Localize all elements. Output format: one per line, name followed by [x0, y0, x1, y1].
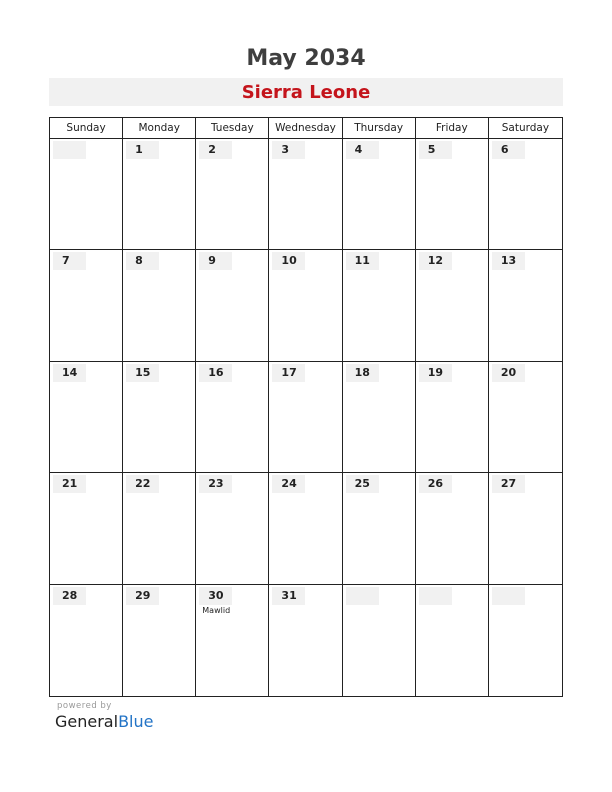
day-cell[interactable] — [123, 139, 196, 250]
day-number: 15 — [135, 365, 151, 379]
day-cell[interactable] — [489, 362, 562, 473]
day-cell[interactable] — [416, 250, 489, 361]
brand-general: General — [55, 712, 119, 731]
day-cell[interactable] — [269, 250, 342, 361]
weekday-header: Tuesday — [196, 118, 269, 139]
day-number: 23 — [208, 477, 224, 491]
weekday-header: Friday — [416, 118, 489, 139]
day-number: 9 — [208, 254, 216, 268]
day-number-box — [346, 587, 379, 605]
day-number: 1 — [135, 143, 143, 156]
day-cell[interactable] — [343, 250, 416, 361]
day-cell[interactable] — [50, 473, 123, 584]
day-cell[interactable] — [123, 585, 196, 696]
powered-by-label: powered by — [57, 701, 112, 711]
day-number: 24 — [281, 477, 297, 491]
day-cell[interactable] — [343, 362, 416, 473]
day-number: 25 — [354, 477, 370, 491]
weekday-header: Sunday — [50, 118, 123, 139]
day-cell[interactable] — [123, 362, 196, 473]
day-cell[interactable] — [123, 473, 196, 584]
generalblue-logo[interactable] — [55, 712, 153, 731]
day-cell[interactable] — [50, 362, 123, 473]
day-cell[interactable] — [416, 139, 489, 250]
weekday-header: Saturday — [489, 118, 562, 139]
calendar-title: May 2034 — [246, 46, 366, 71]
day-number: 2 — [208, 143, 216, 156]
day-number-box — [492, 587, 525, 605]
country-banner — [49, 78, 563, 106]
day-cell[interactable] — [269, 585, 342, 696]
day-cell[interactable] — [269, 139, 342, 250]
day-cell[interactable] — [416, 473, 489, 584]
day-number: 28 — [62, 588, 78, 602]
day-number: 31 — [281, 588, 297, 602]
brand-blue: Blue — [118, 712, 154, 731]
day-cell[interactable] — [343, 585, 416, 696]
day-cell[interactable] — [196, 139, 269, 250]
day-cell[interactable] — [489, 250, 562, 361]
day-number: 3 — [281, 143, 290, 156]
day-number: 26 — [427, 477, 444, 491]
weekday-header: Wednesday — [269, 118, 342, 139]
day-number: 12 — [427, 254, 444, 268]
day-cell[interactable] — [196, 585, 269, 696]
day-number: 13 — [500, 254, 517, 268]
holiday-label: Mawlid — [202, 605, 231, 615]
day-cell[interactable] — [489, 585, 562, 696]
day-number: 11 — [354, 254, 370, 268]
day-cell[interactable] — [343, 139, 416, 250]
calendar-grid — [49, 117, 563, 697]
day-number: 7 — [62, 254, 70, 268]
day-cell[interactable] — [489, 139, 562, 250]
day-cell[interactable] — [343, 473, 416, 584]
day-number: 5 — [427, 143, 436, 156]
day-cell[interactable] — [489, 473, 562, 584]
day-number: 21 — [62, 477, 78, 491]
day-cell[interactable] — [196, 362, 269, 473]
day-number: 8 — [135, 254, 143, 268]
day-cell[interactable] — [123, 250, 196, 361]
day-number: 29 — [135, 588, 151, 602]
day-cell[interactable] — [50, 585, 123, 696]
day-number: 18 — [354, 365, 370, 379]
day-number: 14 — [62, 365, 78, 379]
day-cell[interactable] — [50, 139, 123, 250]
day-number: 4 — [354, 143, 363, 156]
day-number: 10 — [281, 254, 297, 268]
day-cell[interactable] — [416, 585, 489, 696]
day-number-box — [419, 587, 452, 605]
day-cell[interactable] — [196, 250, 269, 361]
day-number: 19 — [427, 365, 444, 379]
day-number: 20 — [500, 365, 517, 379]
day-cell[interactable] — [50, 250, 123, 361]
country-name: Sierra Leone — [241, 82, 371, 103]
day-cell[interactable] — [196, 473, 269, 584]
day-number-box — [53, 141, 86, 159]
weekday-header: Monday — [123, 118, 196, 139]
day-cell[interactable] — [269, 473, 342, 584]
day-number: 27 — [500, 477, 517, 491]
day-cell[interactable] — [269, 362, 342, 473]
day-number: 30 — [208, 588, 224, 602]
day-number: 16 — [208, 365, 224, 379]
day-cell[interactable] — [416, 362, 489, 473]
day-number: 17 — [281, 365, 297, 379]
weekday-header: Thursday — [343, 118, 416, 139]
day-number: 22 — [135, 477, 151, 491]
day-number: 6 — [500, 143, 509, 156]
